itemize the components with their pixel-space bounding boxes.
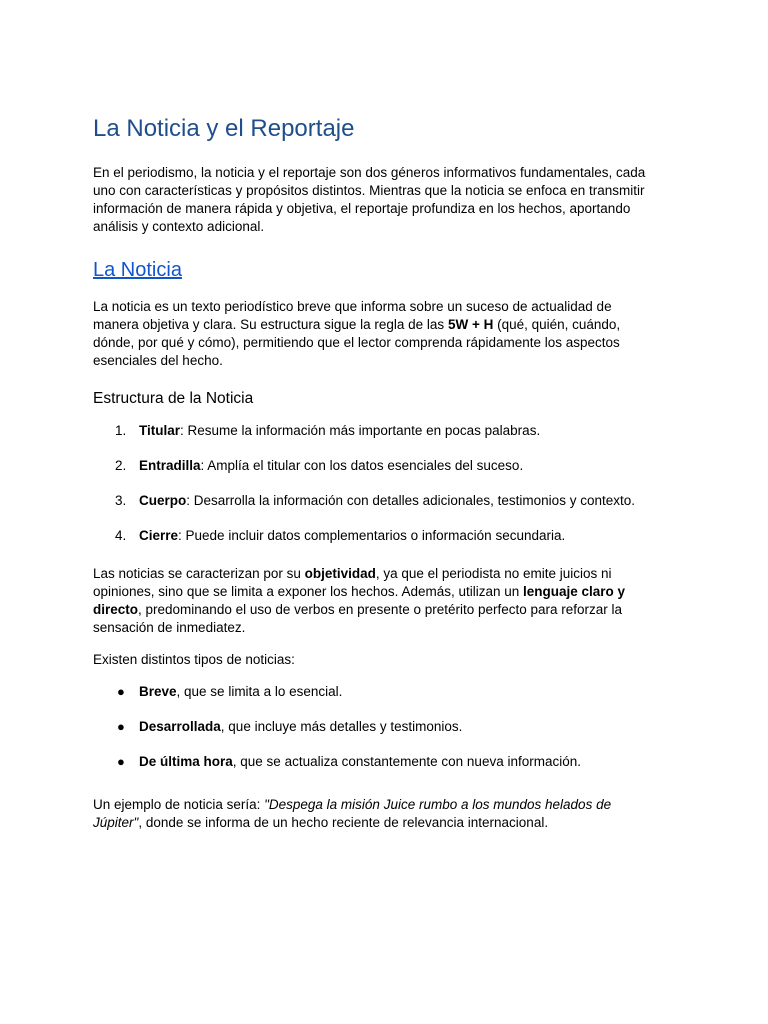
section-heading-noticia (93, 256, 658, 284)
list-item (93, 422, 658, 440)
list-text: , que se actualiza constantemente con nueva información. (232, 754, 581, 769)
caract-part3: , predominando el uso de verbos en presente o pretérito perfecto para reforzar la sensación de inmediatez. (93, 602, 623, 635)
list-item (93, 753, 658, 771)
list-text: : Amplía el titular con los datos esenciales del suceso. (200, 458, 524, 473)
ejemplo-part1: Un ejemplo de noticia sería: (93, 797, 265, 812)
list-term: Desarrollada (139, 719, 221, 734)
list-term: Cuerpo (139, 493, 187, 508)
noticia-desc-part2: (qué, quién, cuándo, dónde, por qué y cómo), permitiendo que el lector comprenda rápidamente los aspectos esenciales del hecho. (93, 317, 621, 368)
ejemplo-paragraph (93, 796, 658, 832)
document-title: La Noticia y el Reportaje (93, 115, 355, 142)
list-text: , que se limita a lo esencial. (176, 684, 343, 699)
intro-paragraph: En el periodismo, la noticia y el reportaje son dos géneros informativos fundamentales, cada uno con características y propósitos distintos. Mientras que la noticia se enfoca en transmitir información de manera rápida y objetiva, el reportaje profundiza en los hechos, aportando análisis y contexto adicional. (93, 165, 646, 234)
estructura-list (93, 422, 658, 545)
list-term: Titular (139, 423, 181, 438)
caract-bold2: lenguaje claro y directo (93, 584, 626, 617)
list-text: : Resume la información más importante en pocas palabras. (180, 423, 541, 438)
tipos-list (93, 683, 658, 771)
list-text: : Desarrolla la información con detalles adicionales, testimonios y contexto. (186, 493, 635, 508)
noticia-desc-part1: La noticia es un texto periodístico breve que informa sobre un suceso de actualidad de manera objetiva y clara. Su estructura sigue la regla de las (93, 299, 612, 332)
caract-bold1: objetividad (304, 566, 376, 581)
list-term: Entradilla (139, 458, 201, 473)
list-number: 4. (115, 528, 127, 543)
noticia-description (93, 298, 658, 370)
ejemplo-part2: , donde se informa de un hecho reciente de relevancia internacional. (138, 815, 549, 830)
list-term: Breve (139, 684, 177, 699)
ejemplo-quote: "Despega la misión Juice rumbo a los mundos helados de Júpiter" (93, 797, 612, 830)
list-number: 3. (115, 493, 127, 508)
noticia-desc-bold: 5W + H (447, 317, 494, 332)
list-number: 2. (115, 458, 127, 473)
bullet-icon: ● (117, 754, 125, 769)
list-text: : Puede incluir datos complementarios o información secundaria. (178, 528, 566, 543)
list-term: De última hora (139, 754, 233, 769)
list-item (93, 718, 658, 736)
list-item (93, 683, 658, 701)
caract-part1: Las noticias se caracterizan por su (93, 566, 305, 581)
tipos-intro: Existen distintos tipos de noticias: (93, 652, 295, 667)
list-text: , que incluye más detalles y testimonios. (220, 719, 463, 734)
list-item (93, 457, 658, 475)
caracteristicas-paragraph (93, 565, 658, 637)
list-item (93, 492, 658, 510)
caract-part2: , ya que el periodista no emite juicios ni opiniones, sino que se limita a exponer los hechos. Además, utilizan un (93, 566, 612, 599)
estructura-heading: Estructura de la Noticia (93, 390, 254, 407)
noticia-heading-link[interactable]: La Noticia (93, 259, 182, 281)
list-number: 1. (115, 423, 127, 438)
list-term: Cierre (139, 528, 179, 543)
list-item (93, 527, 658, 545)
bullet-icon: ● (117, 719, 125, 734)
bullet-icon: ● (117, 684, 125, 699)
